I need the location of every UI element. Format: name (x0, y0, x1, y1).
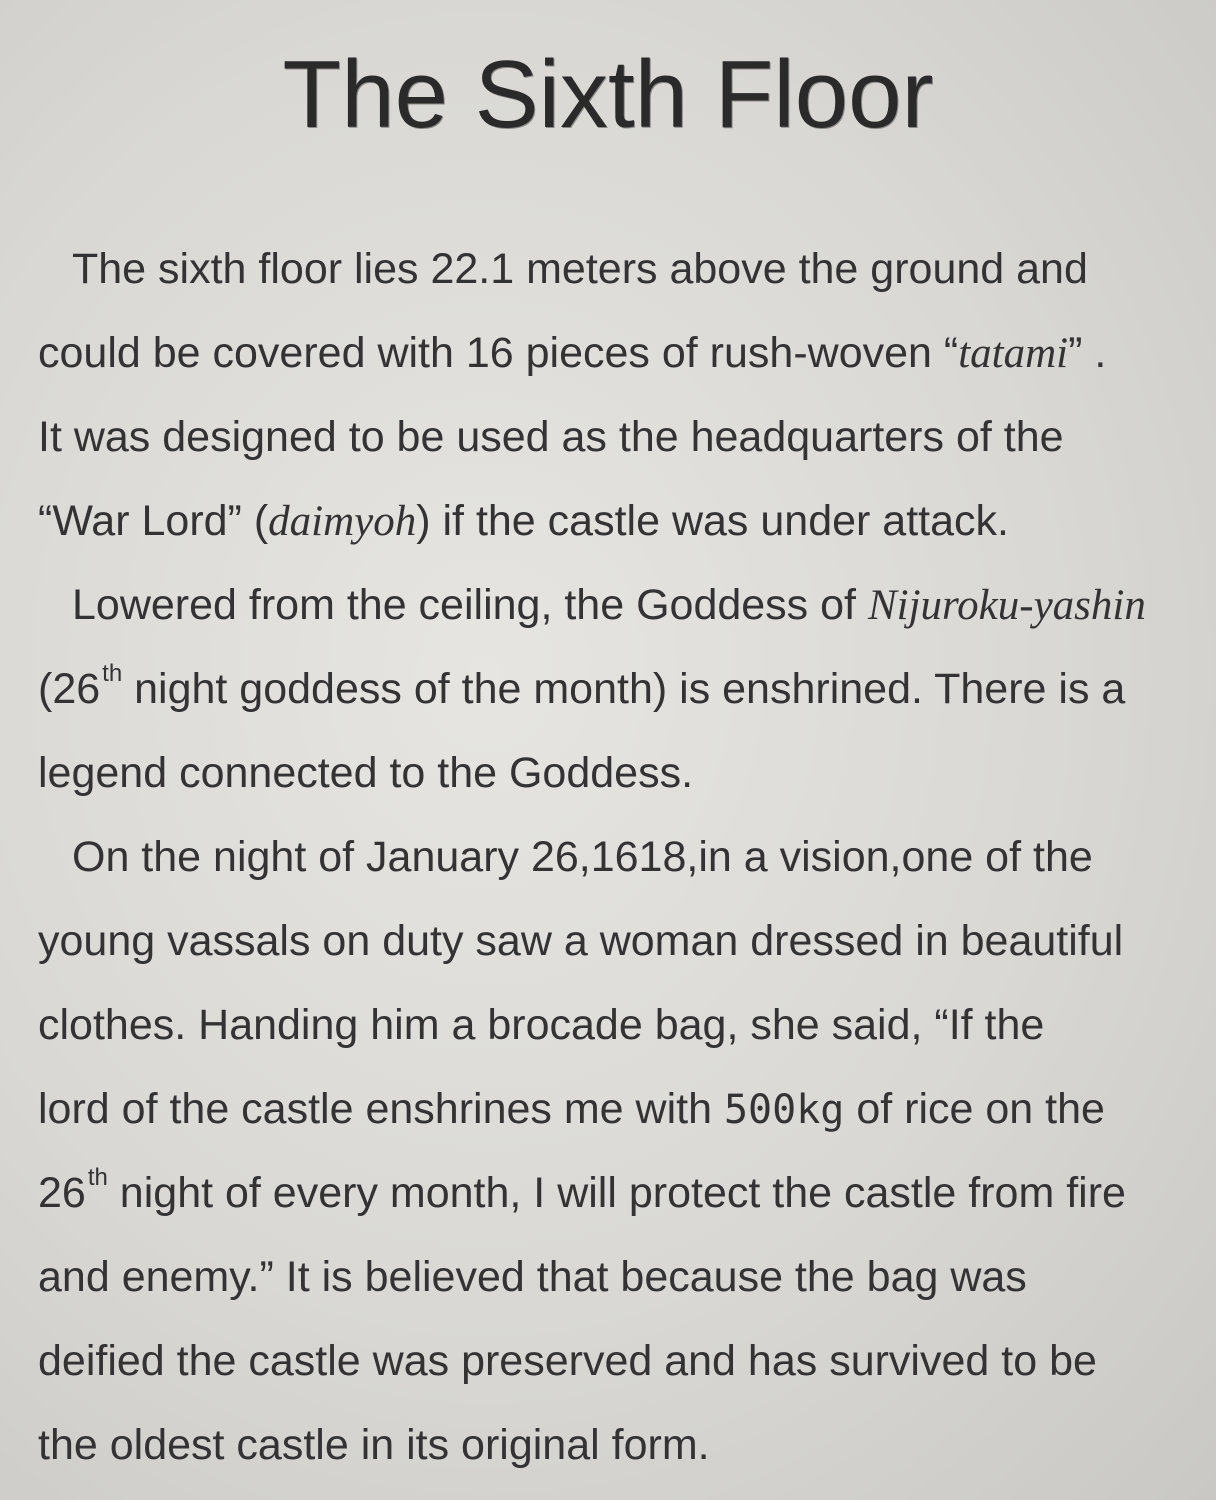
text-segment: young vassals on duty saw a woman dressed in beautiful (38, 917, 1124, 965)
superscript: th (102, 660, 123, 687)
text-segment: lord of the castle enshrines me with (38, 1085, 724, 1133)
text-segment: could be covered with 16 pieces of rush-woven “ (38, 329, 959, 377)
text-line (72, 832, 1212, 882)
text-segment: legend connected to the Goddess. (38, 749, 694, 797)
text-line (38, 496, 1178, 547)
text-line (38, 412, 1178, 462)
text-segment: ) if the castle was under attack. (416, 497, 1009, 545)
text-segment: “War Lord” ( (38, 497, 269, 545)
text-segment: deified the castle was preserved and has survived to be (38, 1337, 1097, 1385)
text-line (38, 328, 1178, 379)
text-line (38, 748, 1178, 798)
text-segment: and enemy.” It is believed that because the bag was (38, 1253, 1027, 1301)
text-segment: Lowered from the ceiling, the Goddess of (72, 581, 868, 629)
italic-term: tatami (958, 330, 1069, 377)
text-segment: night goddess of the month) is enshrined. There is a (122, 665, 1126, 713)
text-line (72, 244, 1212, 294)
text-line (38, 1000, 1178, 1050)
text-segment: ” . (1068, 329, 1107, 377)
text-segment: On the night of January 26,1618,in a vision,one of the (72, 833, 1093, 881)
text-segment: the oldest castle in its original form. (38, 1421, 710, 1469)
text-line (38, 1420, 1178, 1470)
text-line (38, 916, 1178, 966)
text-line (72, 580, 1212, 631)
text-line (38, 660, 1178, 721)
text-segment: 26 (38, 1169, 86, 1217)
italic-term: Nijuroku-yashin (867, 582, 1146, 629)
text-segment: The sixth floor lies 22.1 meters above the ground and (72, 245, 1088, 293)
text-segment: clothes. Handing him a brocade bag, she said, “If the (38, 1001, 1045, 1049)
page-title: The Sixth Floor (282, 41, 934, 148)
weight-value: 500kg (723, 1087, 845, 1133)
text-line (38, 1084, 1178, 1135)
superscript: th (87, 1164, 108, 1191)
text-segment: of rice on the (844, 1085, 1105, 1133)
text-line (38, 1336, 1178, 1386)
text-segment: (26 (38, 665, 101, 713)
text-segment: night of every month, I will protect the castle from fire (107, 1169, 1126, 1217)
text-line (38, 1252, 1178, 1302)
text-line (38, 1164, 1178, 1225)
italic-term: daimyoh (268, 498, 417, 545)
text-segment: It was designed to be used as the headquarters of the (38, 413, 1064, 461)
